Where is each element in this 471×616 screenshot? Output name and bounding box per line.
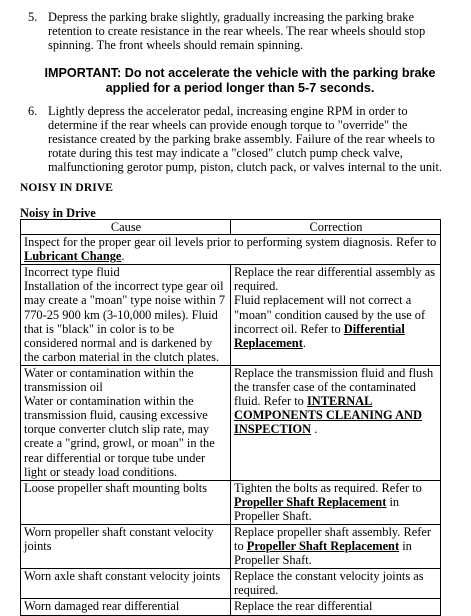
cause-detail: Water or contamination within the transmission fluid, causing excessive torque converter clutch slip rate, may create a "grind, growl, or moan" in the rear differential or torque tube under light or steady load conditions. <box>24 394 215 479</box>
cause-cell: Worn propeller shaft constant velocity joints <box>21 524 231 568</box>
correction-after: in Propeller Shaft. <box>234 539 412 568</box>
correction-after: . <box>311 422 318 437</box>
cause-cell: Loose propeller shaft mounting bolts <box>21 480 231 524</box>
step-6-text: Lightly depress the accelerator pedal, increasing engine RPM in order to determine if the rear wheels can provide enough torque to "override" the resistance created by the parking brake assembly. Failure of the rear wheels to rotate during this test may indicate a "closed" clutch pump check valve, malfunctioning gerotor pump, piston, clutch pack, or valves internal to the unit. <box>48 104 443 175</box>
section-heading: NOISY IN DRIVE <box>20 182 113 194</box>
table-row <box>21 599 441 615</box>
correction-text: Replace propeller shaft assembly. Refer to <box>234 524 432 554</box>
table-intro-row <box>21 235 441 265</box>
internal-components-link[interactable]: INTERNAL COMPONENTS CLEANING AND INSPECTION <box>234 394 422 437</box>
cause-cell: Worn axle shaft constant velocity joints <box>21 569 231 599</box>
cause-column-header: Cause <box>21 220 231 235</box>
cause-title: Incorrect type fluid <box>24 265 120 280</box>
correction-cell <box>231 480 441 524</box>
correction-detail <box>234 293 438 349</box>
step-6 <box>28 104 458 174</box>
table-header-row <box>21 220 441 235</box>
propeller-shaft-replacement-link[interactable]: Propeller Shaft Replacement <box>246 539 400 554</box>
table-row <box>21 524 441 568</box>
table-row <box>21 569 441 599</box>
correction-cell <box>231 524 441 568</box>
lubricant-change-link[interactable]: Lubricant Change <box>24 249 122 264</box>
propeller-shaft-replacement-link[interactable]: Propeller Shaft Replacement <box>234 494 387 509</box>
table-title: Noisy in Drive <box>20 206 96 220</box>
step-5-number: 5. <box>28 10 38 24</box>
intro-after: . <box>121 249 125 264</box>
table-row <box>21 365 441 480</box>
correction-cell: Replace the constant velocity joints as required. <box>231 569 441 599</box>
correction-column-header: Correction <box>231 220 441 235</box>
cause-title: Water or contamination within the transmission oil <box>24 365 194 395</box>
table-row <box>21 265 441 366</box>
intro-cell <box>21 235 441 265</box>
correction-cell: Replace the rear differential <box>231 599 441 615</box>
correction-after: . <box>302 335 306 350</box>
cause-cell <box>21 265 231 366</box>
important-text: Do not accelerate the vehicle with the parking brake applied for a period longer than 5-7 seconds. <box>105 66 436 95</box>
important-label: IMPORTANT: <box>44 66 122 80</box>
correction-cell <box>231 265 441 366</box>
cause-detail: Installation of the incorrect type gear oil may create a "moan" type noise within 7 770-25 900 km (3-10,000 miles). Fluid that is "black" in color is to be considered normal and is darkened by the carbon material in the clutch plates. <box>24 279 226 364</box>
diagnosis-table <box>20 219 441 616</box>
correction-text: Tighten the bolts as required. Refer to <box>234 480 422 495</box>
correction-text: Replace the transmission fluid and flush the transfer case of the contaminated fluid. Refer to <box>234 365 434 409</box>
table-row <box>21 480 441 524</box>
intro-text: Inspect for the proper gear oil levels prior to performing system diagnosis. Refer to <box>24 235 437 250</box>
step-5 <box>28 10 458 52</box>
step-5-text: Depress the parking brake slightly, gradually increasing the parking brake retention to create resistance in the rear wheels. The rear wheels should stop spinning. The front wheels should remain spinning. <box>48 10 426 53</box>
correction-cell <box>231 365 441 480</box>
cause-cell <box>21 365 231 480</box>
important-note <box>40 66 440 96</box>
correction-text: Replace the rear differential assembly as required. <box>234 265 436 294</box>
differential-replacement-link[interactable]: Differential Replacement <box>234 321 405 350</box>
correction-detail-text: Fluid replacement will not correct a "moan" condition caused by the use of incorrect oil. Refer to <box>234 293 426 336</box>
correction-after: in Propeller Shaft. <box>234 494 400 523</box>
step-6-number: 6. <box>28 104 38 118</box>
cause-cell: Worn damaged rear differential <box>21 599 231 615</box>
